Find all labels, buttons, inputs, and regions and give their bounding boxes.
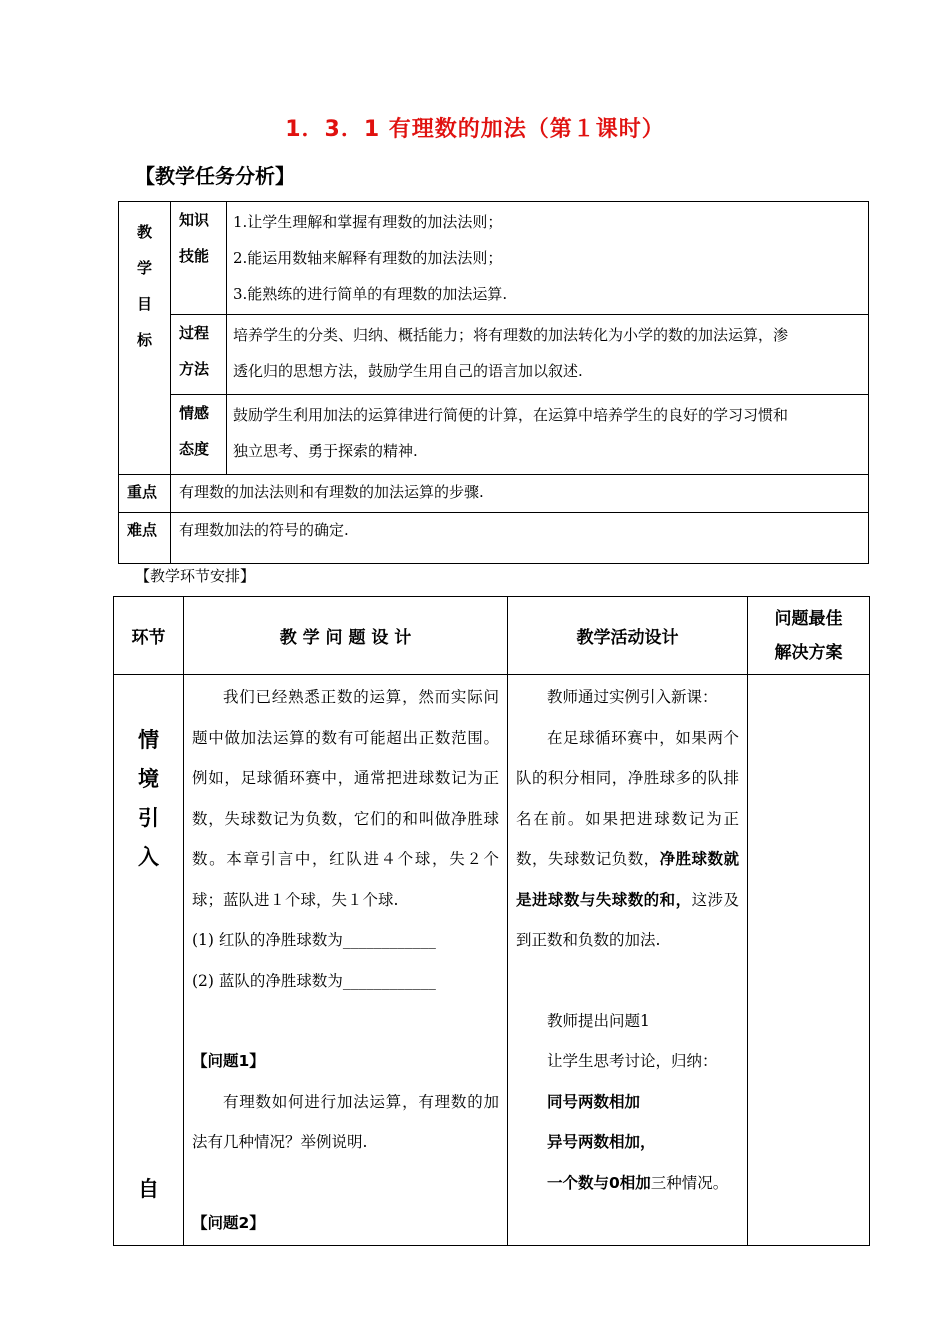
- activity-text: 这涉及到正数和负数的加法.: [516, 890, 739, 949]
- problem-1-text: 有理数如何进行加法运算，有理数的加法有几种情况？举例说明.: [192, 1092, 499, 1151]
- category-attitude: [171, 395, 227, 475]
- question-2: (2) 蓝队的净胜球数为____________: [192, 971, 436, 990]
- category-line: 情感: [179, 404, 210, 422]
- activity-line: 让学生思考讨论，归纳：: [547, 1052, 718, 1070]
- stage-char-next: 自: [138, 1177, 159, 1201]
- stage-cell: [114, 675, 184, 1246]
- header-line: 解决方案: [774, 642, 843, 663]
- category-line: 技能: [179, 247, 210, 265]
- key-point-label: 重点: [119, 475, 171, 513]
- case-zero-emphasis: 一个数与0相加: [547, 1173, 651, 1192]
- goal-line: 独立思考、勇于探索的精神.: [233, 442, 418, 460]
- category-line: 过程: [179, 324, 210, 342]
- stage-char: 入: [138, 845, 159, 869]
- attitude-goals: [227, 395, 869, 475]
- goal-label: [119, 202, 171, 475]
- category-line: 态度: [179, 440, 210, 458]
- activity-text: 在足球循环赛中，如果两个队的积分相同，净胜球多的队排名在前。如果把进球数记为正数，失球数记负数，: [516, 728, 739, 868]
- stage-char: 境: [138, 767, 159, 791]
- goal-line: 鼓励学生利用加法的运算律进行简便的计算，在运算中培养学生的良好的学习习惯和: [233, 406, 789, 424]
- stage-char: 引: [138, 806, 159, 830]
- goal-char: 学: [136, 259, 152, 277]
- category-line: 方法: [179, 360, 210, 378]
- case-same-sign: 同号两数相加: [547, 1092, 641, 1111]
- goal-char: 目: [136, 295, 152, 313]
- task-analysis-table: [118, 201, 869, 564]
- question-1: (1) 红队的净胜球数为____________: [192, 931, 436, 949]
- goal-line: 3.能熟练的进行简单的有理数的加法运算.: [233, 285, 508, 303]
- activity-line: 教师通过实例引入新课：: [547, 688, 718, 706]
- case-different-sign: 异号两数相加，: [547, 1133, 656, 1151]
- problem-design-cell: [184, 675, 508, 1246]
- activity-line: 教师提出问题1: [547, 1011, 650, 1030]
- key-point-text: 有理数的加法法则和有理数的加法运算的步骤.: [171, 475, 869, 513]
- header-stage: 环节: [114, 597, 184, 675]
- difficulty-text: 有理数加法的符号的确定.: [171, 513, 869, 564]
- problem-1-label: 【问题1】: [192, 1052, 265, 1070]
- section-heading-task-analysis: 【教学任务分析】: [135, 164, 295, 188]
- goal-char: 标: [136, 331, 152, 349]
- goal-line: 2.能运用数轴来解释有理数的加法法则；: [233, 249, 503, 267]
- goal-char: 教: [136, 223, 152, 241]
- case-zero: [516, 1163, 739, 1204]
- difficulty-label: 难点: [119, 513, 171, 564]
- category-knowledge: [171, 202, 227, 315]
- intro-paragraph: 我们已经熟悉正数的运算，然而实际问题中做加法运算的数有可能超出正数范围。例如，足球循环赛中，通常把进球数记为正数，失球数记为负数，它们的和叫做净胜球数。本章引言中，红队进４个球，失２个球；蓝队进１个球，失１个球.: [192, 688, 499, 909]
- activity-paragraph: [516, 718, 739, 961]
- problem-2-label: 【问题2】: [192, 1213, 265, 1232]
- section-heading-teaching-flow: 【教学环节安排】: [135, 567, 256, 585]
- header-line: 问题最佳: [774, 608, 843, 629]
- solution-cell: [748, 675, 870, 1246]
- activity-emphasis: 净胜球数就是进球数与失球数的和，: [516, 850, 739, 909]
- header-activity-design: 教学活动设计: [508, 597, 748, 675]
- header-problem-design: 教 学 问 题 设 计: [184, 597, 508, 675]
- case-zero-text: 三种情况。: [650, 1173, 729, 1192]
- goal-line: 1.让学生理解和掌握有理数的加法法则；: [233, 213, 503, 231]
- category-line: 知识: [179, 211, 210, 229]
- stage-char: 情: [138, 728, 159, 752]
- goal-line: 培养学生的分类、归纳、概括能力；将有理数的加法转化为小学的数的加法运算，渗: [233, 326, 789, 344]
- process-goals: [227, 315, 869, 395]
- category-process: [171, 315, 227, 395]
- knowledge-goals: [227, 202, 869, 315]
- goal-line: 透化归的思想方法，鼓励学生用自己的语言加以叙述.: [233, 362, 583, 380]
- page-title: 1．3．1 有理数的加法（第１课时）: [285, 117, 665, 142]
- header-best-solution: [748, 597, 870, 675]
- activity-design-cell: [508, 675, 748, 1246]
- teaching-flow-table: [113, 596, 870, 1246]
